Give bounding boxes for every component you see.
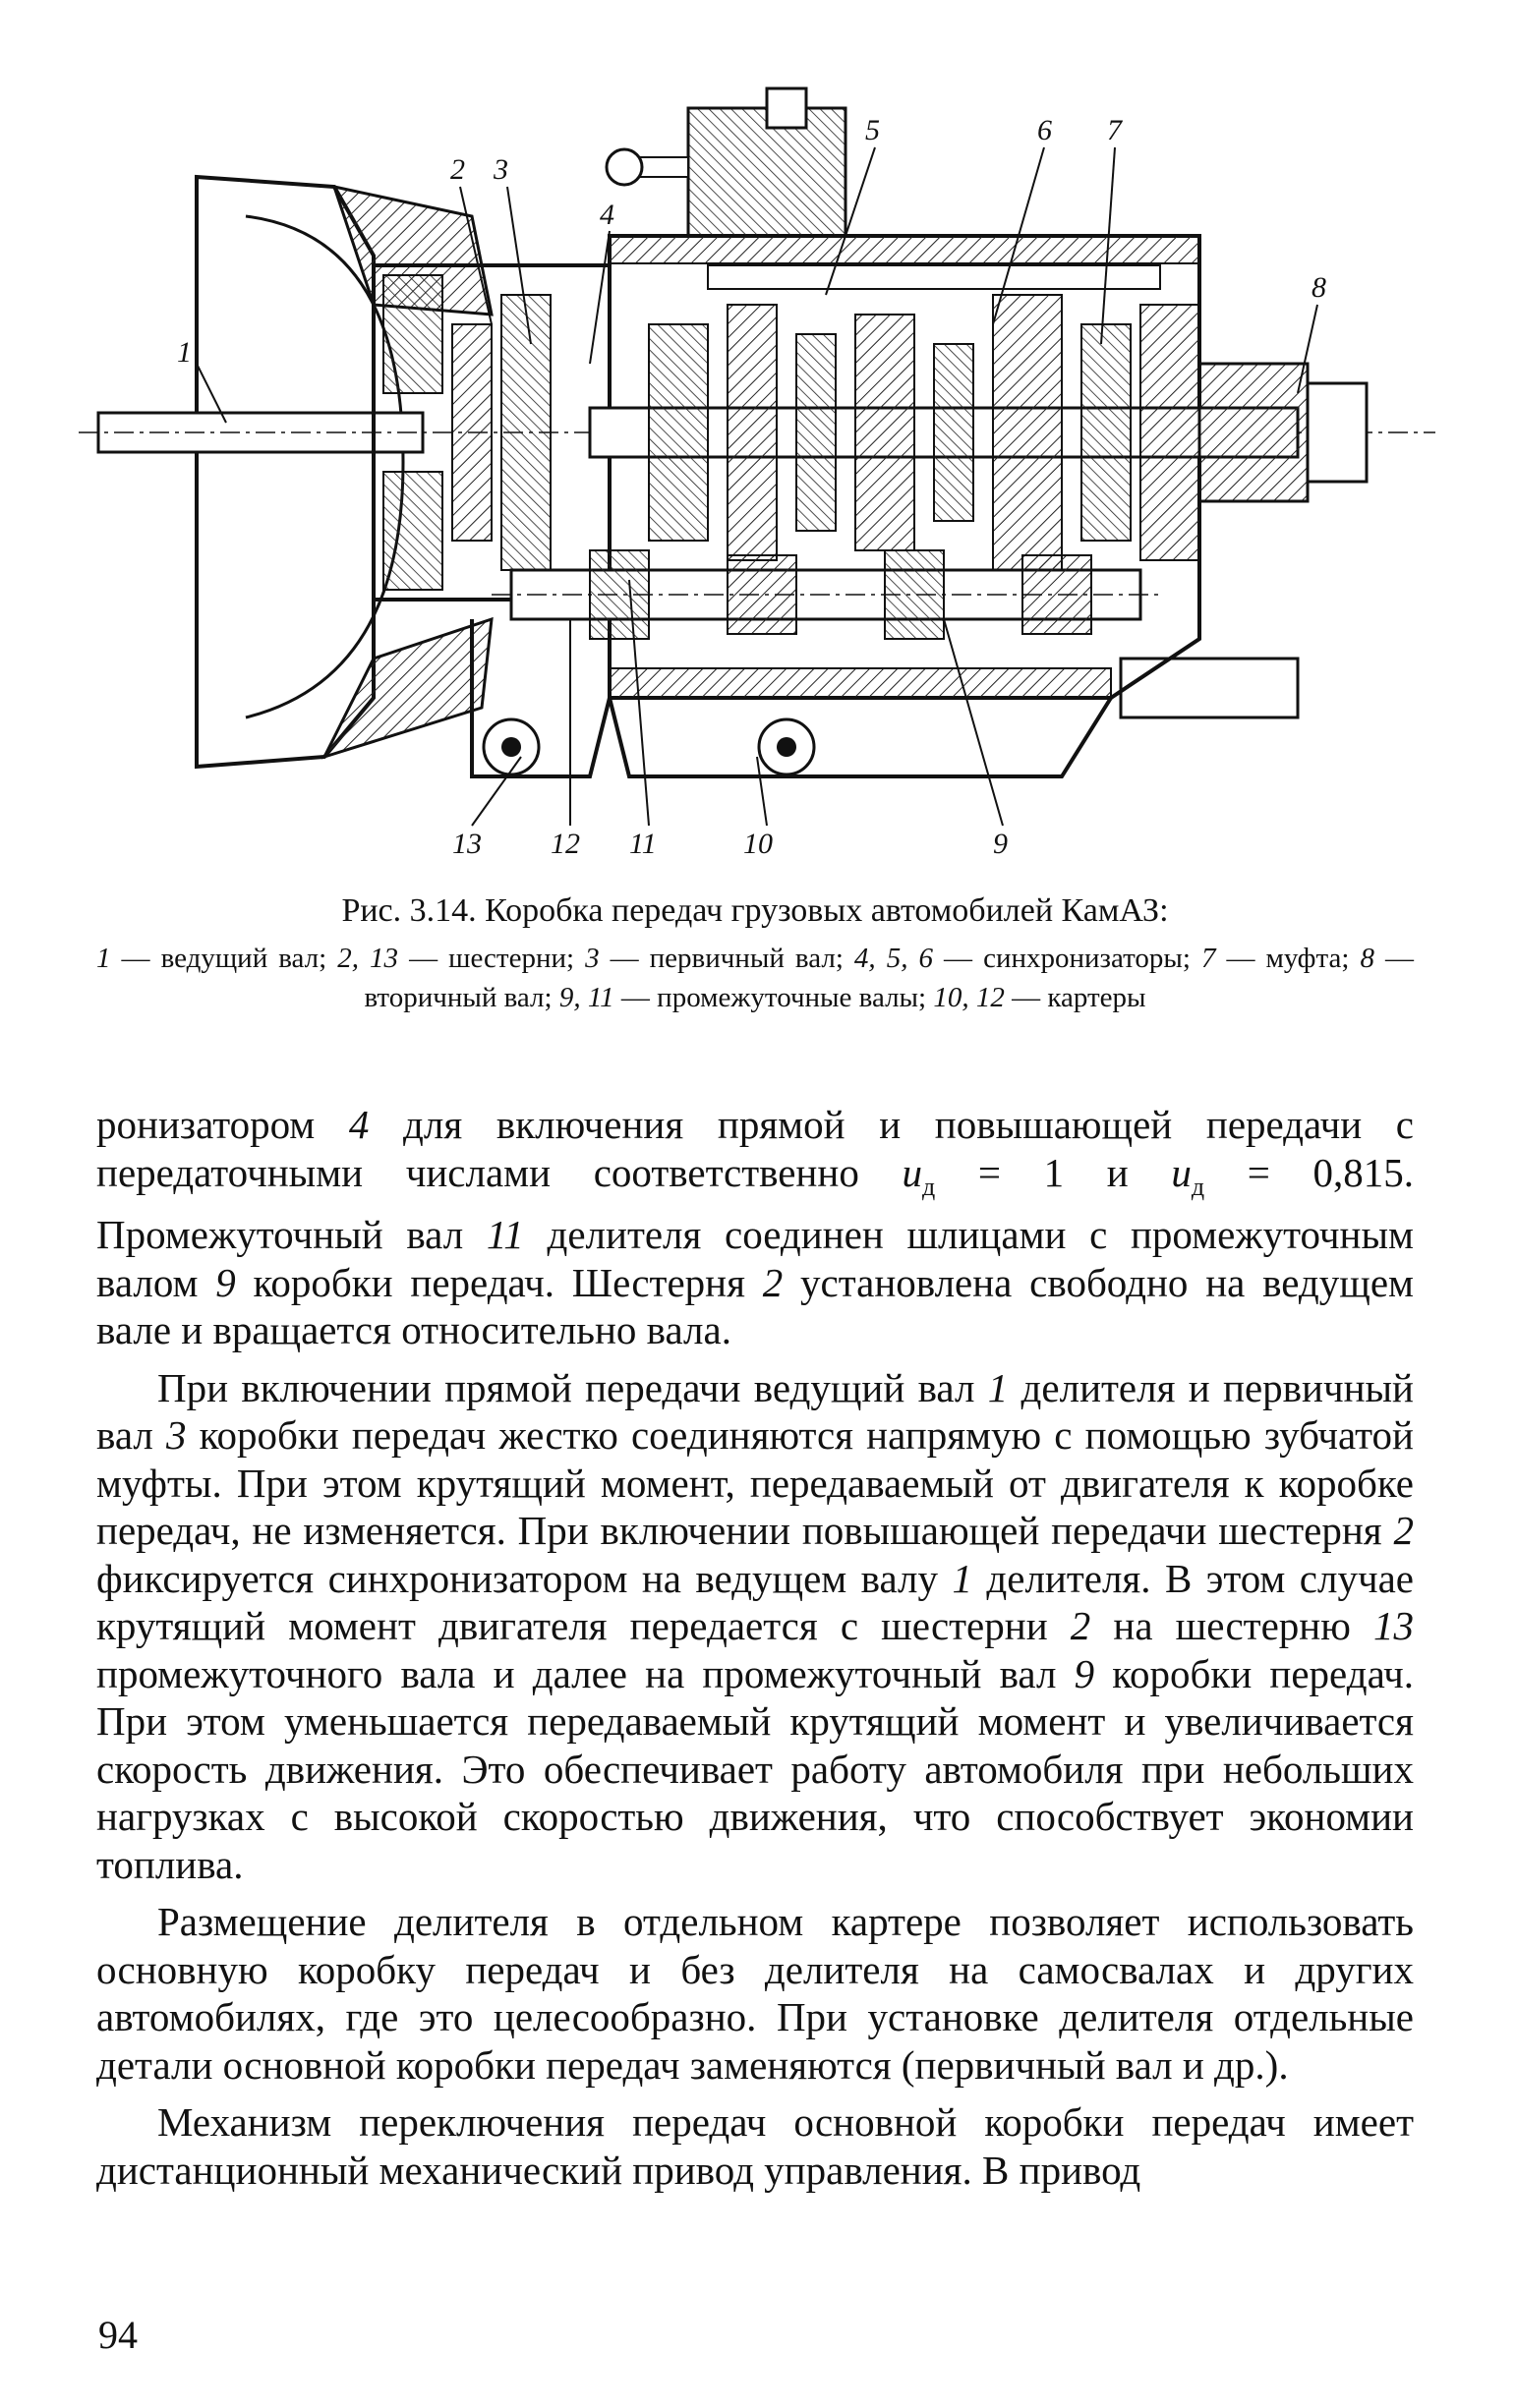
page-number: 94 xyxy=(98,2313,138,2357)
text-run: Механизм переключения передач основной коробки передач имеет дистанционный механический привод управления. В привод xyxy=(96,2099,1414,2193)
callout-1: 1 xyxy=(177,336,192,369)
legend-text: — вторичный вал; xyxy=(364,943,1415,1013)
callout-12: 12 xyxy=(551,828,580,855)
text-run: на шестерню xyxy=(1090,1603,1373,1649)
italic-reference: 3 xyxy=(166,1412,187,1459)
caption-legend xyxy=(96,939,1414,1017)
main-shaft-gears xyxy=(590,295,1298,570)
legend-text: — картеры xyxy=(1004,982,1146,1013)
text-run: ронизатором xyxy=(96,1102,349,1147)
italic-reference: 4 xyxy=(348,1102,370,1147)
output-flange xyxy=(1199,364,1367,501)
callout-3: 3 xyxy=(494,153,508,186)
italic-reference: 2 xyxy=(1070,1603,1091,1649)
text-run: делителя соединен шлицами с промежуточным валом xyxy=(96,1212,1414,1305)
italic-reference: u xyxy=(1171,1149,1192,1195)
callout-6: 6 xyxy=(1037,114,1052,146)
callout-2: 2 xyxy=(450,153,465,186)
italic-reference: 9 xyxy=(215,1259,236,1305)
text-run: делителя. В этом случае крутящий момент двигателя передается с шестерни xyxy=(96,1555,1414,1649)
italic-reference: 1 xyxy=(952,1555,972,1601)
legend-text: — ведущий вал; xyxy=(110,943,338,974)
callout-7: 7 xyxy=(1107,114,1122,146)
text-run: = 0,815. Промежуточный вал xyxy=(96,1149,1414,1258)
subscript: д xyxy=(1191,1172,1205,1201)
callout-11: 11 xyxy=(629,828,657,855)
text-run: для включения прямой и повышающей передачи с передаточными числами соответственно xyxy=(96,1102,1414,1195)
callout-4: 4 xyxy=(600,199,614,231)
callout-10: 10 xyxy=(743,828,773,855)
paragraph xyxy=(96,1898,1414,2089)
callout-13: 13 xyxy=(452,828,482,855)
gearbox-cross-section xyxy=(79,69,1455,855)
paragraph xyxy=(96,1101,1414,1354)
italic-reference: 1 xyxy=(987,1364,1009,1410)
legend-number: 8 xyxy=(1360,943,1374,974)
legend-text: — шестерни; xyxy=(398,943,586,974)
text-run: Размещение делителя в отдельном картере позволяет использовать основную коробку передач и без делителя на самосвалах и других автомобилях, где это целесообразно. При установке делителя отдельные детали основной коробки передач заменяются (первичный вал и др.). xyxy=(96,1899,1414,2088)
callout-5: 5 xyxy=(865,114,880,146)
italic-reference: 13 xyxy=(1373,1603,1414,1649)
italic-reference: 11 xyxy=(486,1212,524,1258)
text-run: коробки передач жестко соединяются напрямую с помощью зубчатой муфты. При этом крутящий момент, передаваемый от двигателя к коробке передач, не изменяется. При включении повышающей передачи шестерня xyxy=(96,1412,1414,1554)
body-text xyxy=(96,1101,1414,2204)
text-run: промежуточного вала и далее на промежуточный вал xyxy=(96,1650,1075,1696)
legend-text: — первичный вал; xyxy=(599,943,854,974)
italic-reference: u xyxy=(902,1149,922,1195)
legend-number: 7 xyxy=(1200,943,1216,974)
legend-number: 1 xyxy=(96,943,111,974)
callout-8: 8 xyxy=(1312,271,1326,304)
figure-caption xyxy=(96,889,1414,1017)
italic-reference: 2 xyxy=(762,1259,784,1305)
caption-title: Рис. 3.14. Коробка передач грузовых автомобилей КамАЗ: xyxy=(341,892,1169,929)
text-run: = 1 и xyxy=(935,1149,1172,1195)
text-run: коробки передач. Шестерня xyxy=(235,1259,763,1305)
italic-reference: 2 xyxy=(1393,1508,1414,1554)
legend-number: 3 xyxy=(585,943,600,974)
legend-number: 2, 13 xyxy=(337,943,399,974)
countershaft xyxy=(492,550,1160,639)
text-run: фиксируется синхронизатором на ведущем валу xyxy=(96,1555,953,1601)
paragraph xyxy=(96,1364,1414,1889)
gearbox-drawing xyxy=(79,69,1455,855)
legend-number: 9, 11 xyxy=(558,982,614,1013)
legend-text: — синхронизаторы; xyxy=(933,943,1201,974)
legend-number: 4, 5, 6 xyxy=(853,943,933,974)
text-run: коробки передач. При этом уменьшается передаваемый крутящий момент и увеличивается скорость движения. Это обеспечивает работу автомобиля при небольших нагрузках с высокой скоростью движения, что способствует экономии топлива. xyxy=(96,1650,1414,1887)
italic-reference: 9 xyxy=(1074,1650,1095,1696)
legend-text: — муфта; xyxy=(1215,943,1361,974)
text-run: делителя и первичный вал xyxy=(96,1364,1415,1459)
legend-text: — промежуточные валы; xyxy=(613,982,934,1013)
legend-number: 10, 12 xyxy=(933,982,1005,1013)
subscript: д xyxy=(921,1172,936,1201)
paragraph xyxy=(96,2098,1414,2194)
text-run: При включении прямой передачи ведущий вал xyxy=(157,1364,988,1410)
callout-9: 9 xyxy=(993,828,1008,855)
text-run: установлена свободно на ведущем вале и вращается относительно вала. xyxy=(96,1259,1414,1353)
